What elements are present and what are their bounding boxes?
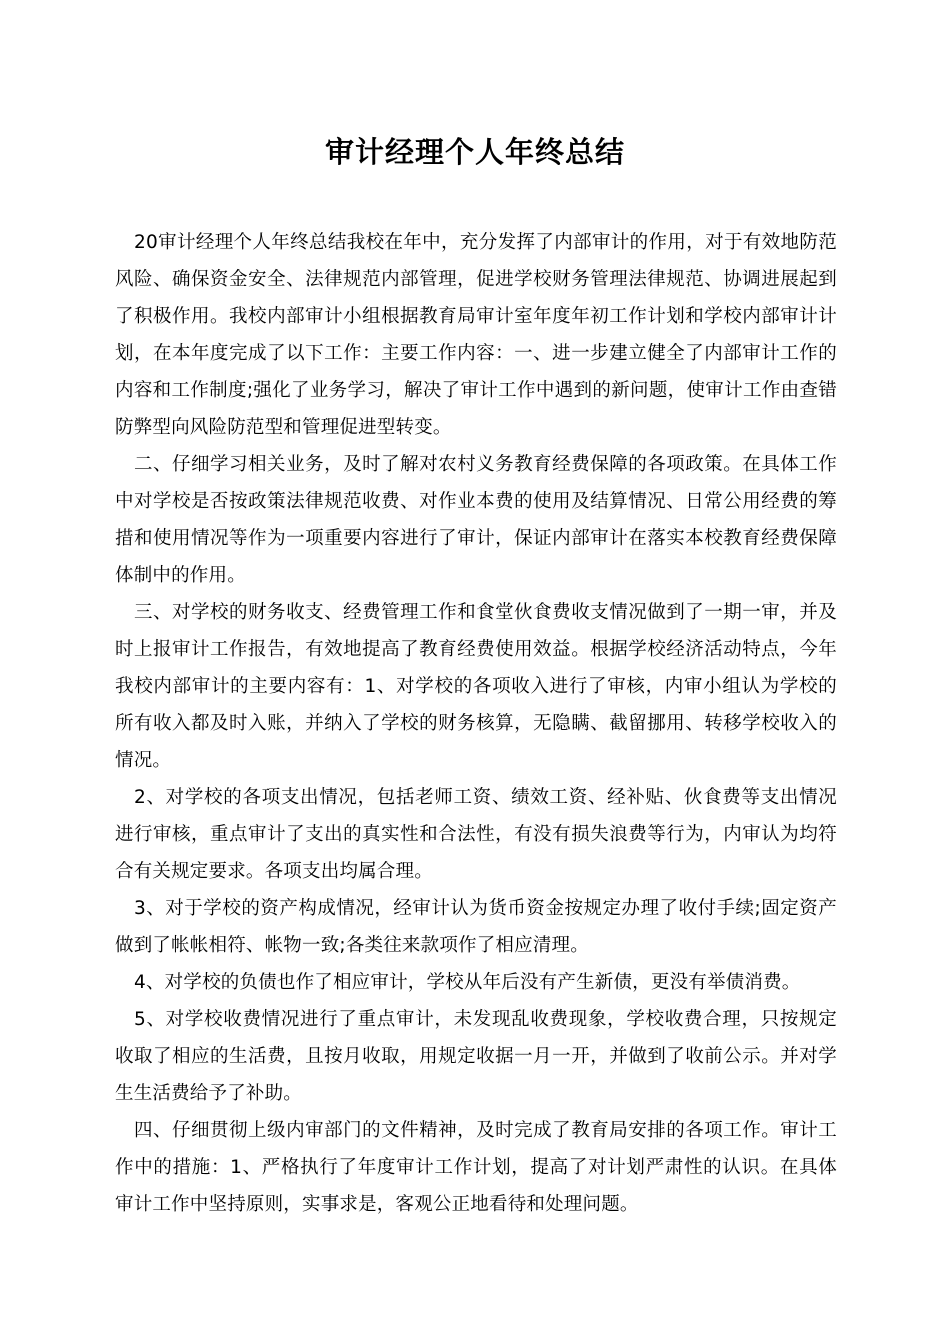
paragraph-5: 3、对于学校的资产构成情况，经审计认为货币资金按规定办理了收付手续;固定资产做到了帐帐相符、帐物一致;各类往来款项作了相应清理。	[115, 898, 837, 956]
document-title: 审计经理个人年终总结	[324, 135, 625, 169]
paragraph-3: 三、对学校的财务收支、经费管理工作和食堂伙食费收支情况做到了一期一审，并及时上报审计工作报告，有效地提高了教育经费使用效益。根据学校经济活动特点，今年我校内部审计的主要内容有：1、对学校的各项收入进行了审核，内审小组认为学校的所有收入都及时入账，并纳入了学校的财务核算，无隐瞒、截留挪用、转移学校收入的情况。	[115, 602, 837, 771]
paragraph-8: 四、仔细贯彻上级内审部门的文件精神，及时完成了教育局安排的各项工作。审计工作中的措施：1、严格执行了年度审计工作计划，提高了对计划严肃性的认识。在具体审计工作中坚持原则，实事求是，客观公正地看待和处理问题。	[115, 1120, 837, 1215]
document-body	[115, 224, 837, 1223]
paragraph-6: 4、对学校的负债也作了相应审计，学校从年后没有产生新债，更没有举债消费。	[134, 972, 801, 993]
paragraph-2: 二、仔细学习相关业务，及时了解对农村义务教育经费保障的各项政策。在具体工作中对学校是否按政策法律规范收费、对作业本费的使用及结算情况、日常公用经费的筹措和使用情况等作为一项重要内容进行了审计，保证内部审计在落实本校教育经费保障体制中的作用。	[115, 454, 837, 586]
paragraph-1: 20审计经理个人年终总结我校在年中，充分发挥了内部审计的作用，对于有效地防范风险、确保资金安全、法律规范内部管理，促进学校财务管理法律规范、协调进展起到了积极作用。我校内部审计小组根据教育局审计室年度年初工作计划和学校内部审计计划，在本年度完成了以下工作：主要工作内容：一、进一步建立健全了内部审计工作的内容和工作制度;强化了业务学习，解决了审计工作中遇到的新问题，使审计工作由查错防弊型向风险防范型和管理促进型转变。	[115, 232, 837, 438]
paragraph-4: 2、对学校的各项支出情况，包括老师工资、绩效工资、经补贴、伙食费等支出情况进行审核，重点审计了支出的真实性和合法性，有没有损失浪费等行为，内审认为均符合有关规定要求。各项支出均属合理。	[115, 787, 837, 882]
paragraph-7: 5、对学校收费情况进行了重点审计，未发现乱收费现象，学校收费合理，只按规定收取了相应的生活费，且按月收取，用规定收据一月一开，并做到了收前公示。并对学生生活费给予了补助。	[115, 1009, 837, 1104]
